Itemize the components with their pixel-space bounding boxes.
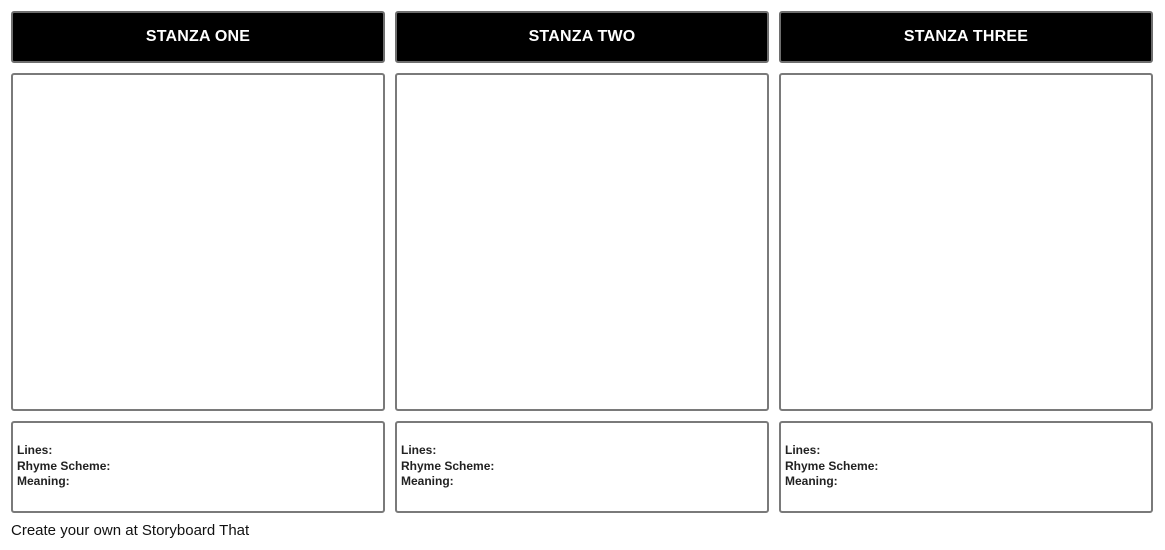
rhyme-scheme-label: Rhyme Scheme: xyxy=(17,458,111,473)
scene-panel[interactable] xyxy=(779,73,1153,411)
column-title: STANZA TWO xyxy=(395,11,769,63)
notes-box[interactable] xyxy=(779,421,1153,513)
notes-box[interactable] xyxy=(395,421,769,513)
notes-box[interactable] xyxy=(11,421,385,513)
scene-panel[interactable] xyxy=(395,73,769,411)
meaning-label: Meaning: xyxy=(401,474,454,488)
rhyme-scheme-label: Rhyme Scheme: xyxy=(785,458,879,473)
column-title: STANZA THREE xyxy=(779,11,1153,63)
notes-fields xyxy=(785,443,878,490)
lines-label: Lines: xyxy=(17,443,53,457)
footer-credit: Create your own at Storyboard That xyxy=(11,522,250,539)
meaning-label: Meaning: xyxy=(785,474,838,488)
rhyme-scheme-label: Rhyme Scheme: xyxy=(401,458,495,473)
notes-fields xyxy=(401,443,494,490)
meaning-label: Meaning: xyxy=(17,474,70,488)
lines-label: Lines: xyxy=(401,443,437,457)
scene-panel[interactable] xyxy=(11,73,385,411)
column-title: STANZA ONE xyxy=(11,11,385,63)
lines-label: Lines: xyxy=(785,443,821,457)
notes-fields xyxy=(17,443,110,490)
